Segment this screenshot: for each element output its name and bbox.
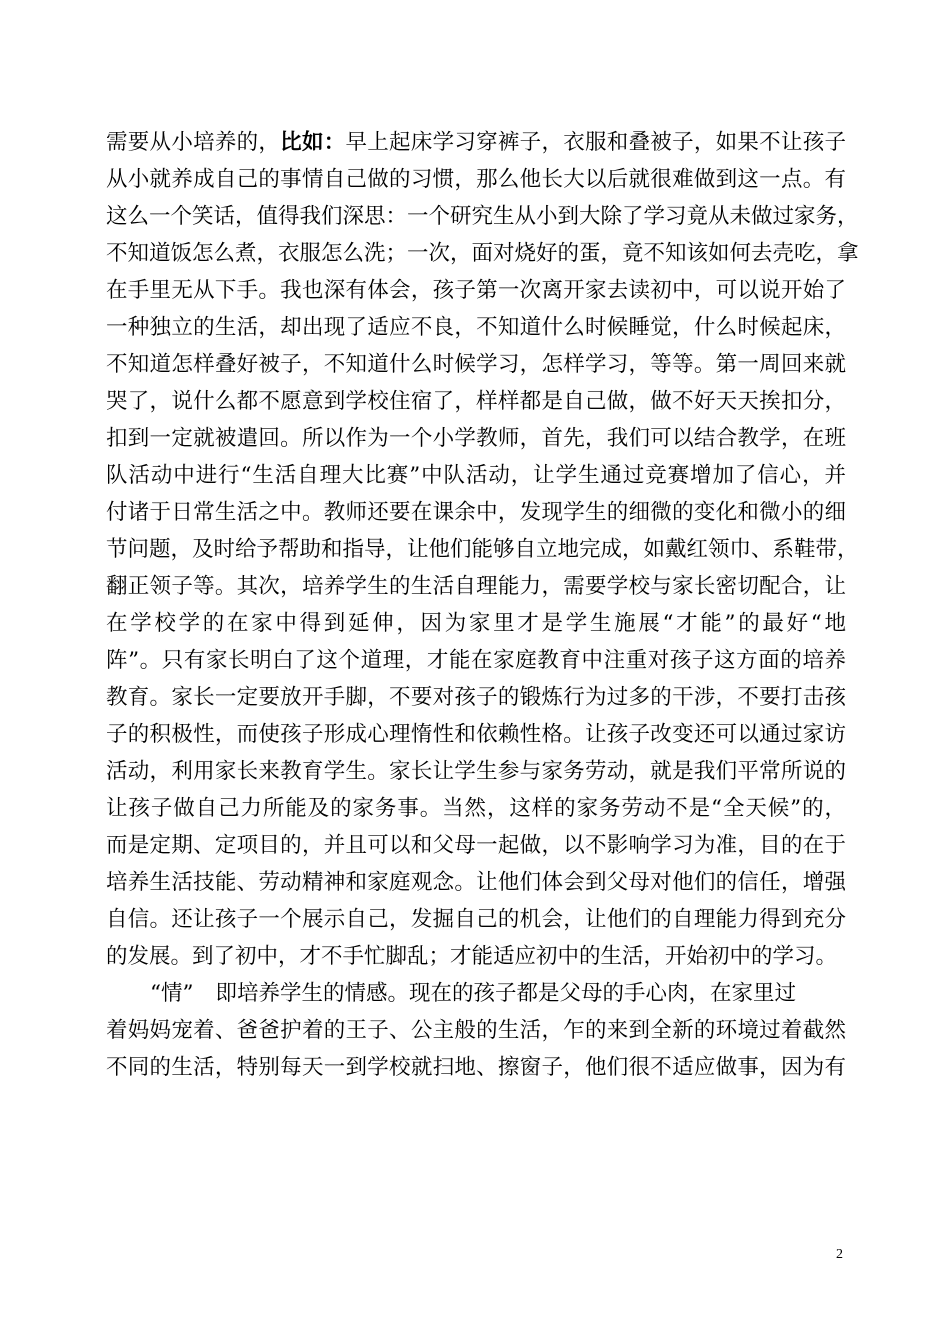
paragraph-line: 一种独立的生活，却出现了适应不良，不知道什么时候睡觉，什么时候起床， (106, 315, 846, 340)
paragraph-line: 在手里无从下手。我也深有体会，孩子第一次离开家去读初中，可以说开始了 (106, 278, 846, 303)
paragraph-line: 着妈妈宠着、爸爸护着的王子、公主般的生活，乍的来到全新的环境过着截然 (106, 1018, 846, 1043)
paragraph-line: 哭了，说什么都不愿意到学校住宿了，样样都是自己做，做不好天天挨扣分， (106, 389, 846, 414)
paragraph-line: 教育。家长一定要放开手脚，不要对孩子的锻炼行为过多的干涉，不要打击孩 (106, 685, 846, 710)
paragraph-line: 培养生活技能、劳动精神和家庭观念。让他们体会到父母对他们的信任，增强 (106, 870, 846, 895)
paragraph-line (106, 975, 846, 1012)
paragraph-line: 不同的生活，特别每天一到学校就扫地、擦窗子，他们很不适应做事，因为有 (106, 1055, 846, 1080)
paragraph-line: 翻正领子等。其次，培养学生的生活自理能力，需要学校与家长密切配合，让 (106, 574, 846, 599)
bold-emphasis: 比如： (280, 130, 346, 155)
section-heading: “情” (150, 981, 194, 1006)
paragraph-line: 不知道怎样叠好被子，不知道什么时候学习，怎样学习，等等。第一周回来就 (106, 352, 846, 377)
paragraph-line: 不知道饭怎么煮，衣服怎么洗；一次，面对烧好的蛋，竟不知该如何去壳吃，拿 (106, 241, 859, 266)
body-text (106, 124, 859, 1086)
paragraph-line: 让孩子做自己力所能及的家务事。当然，这样的家务劳动不是“全天候”的， (106, 796, 846, 821)
paragraph-line: 队活动中进行“生活自理大比赛”中队活动，让学生通过竞赛增加了信心，并 (106, 463, 846, 488)
paragraph-line: 的发展。到了初中，才不手忙脚乱；才能适应初中的生活，开始初中的学习。 (106, 944, 838, 969)
page-number: 2 (836, 1247, 843, 1262)
paragraph-line: 子的积极性，而使孩子形成心理惰性和依赖性格。让孩子改变还可以通过家访 (106, 722, 846, 747)
paragraph-line: 这么一个笑话，值得我们深思：一个研究生从小到大除了学习竟从未做过家务， (106, 204, 859, 229)
paragraph-line: 在学校学的在家中得到延伸，因为家里才是学生施展“才能”的最好“地 (106, 611, 846, 636)
paragraph-line: 自信。还让孩子一个展示自己，发掘自己的机会，让他们的自理能力得到充分 (106, 907, 846, 932)
paragraph-line (106, 124, 846, 161)
paragraph-line: 节问题，及时给予帮助和指导，让他们能够自立地完成，如戴红领巾、系鞋带， (106, 537, 859, 562)
paragraph-line: 而是定期、定项目的，并且可以和父母一起做，以不影响学习为准，目的在于 (106, 833, 846, 858)
paragraph-line: 活动，利用家长来教育学生。家长让学生参与家务劳动，就是我们平常所说的 (106, 759, 846, 784)
paragraph-line: 付诸于日常生活之中。教师还要在课余中，发现学生的细微的变化和微小的细 (106, 500, 846, 525)
paragraph-line: 从小就养成自己的事情自己做的习惯，那么他长大以后就很难做到这一点。有 (106, 167, 846, 192)
paragraph-line: 扣到一定就被遣回。所以作为一个小学教师，首先，我们可以结合教学，在班 (106, 426, 846, 451)
text-span: 需要从小培养的， (106, 130, 281, 155)
paragraph-line: 阵”。只有家长明白了这个道理，才能在家庭教育中注重对孩子这方面的培养 (106, 648, 846, 673)
text-span: 即培养学生的情感。现在的孩子都是父母的手心肉，在家里过 (215, 981, 796, 1006)
text-span: 早上起床学习穿裤子，衣服和叠被子，如果不让孩子 (345, 130, 846, 155)
